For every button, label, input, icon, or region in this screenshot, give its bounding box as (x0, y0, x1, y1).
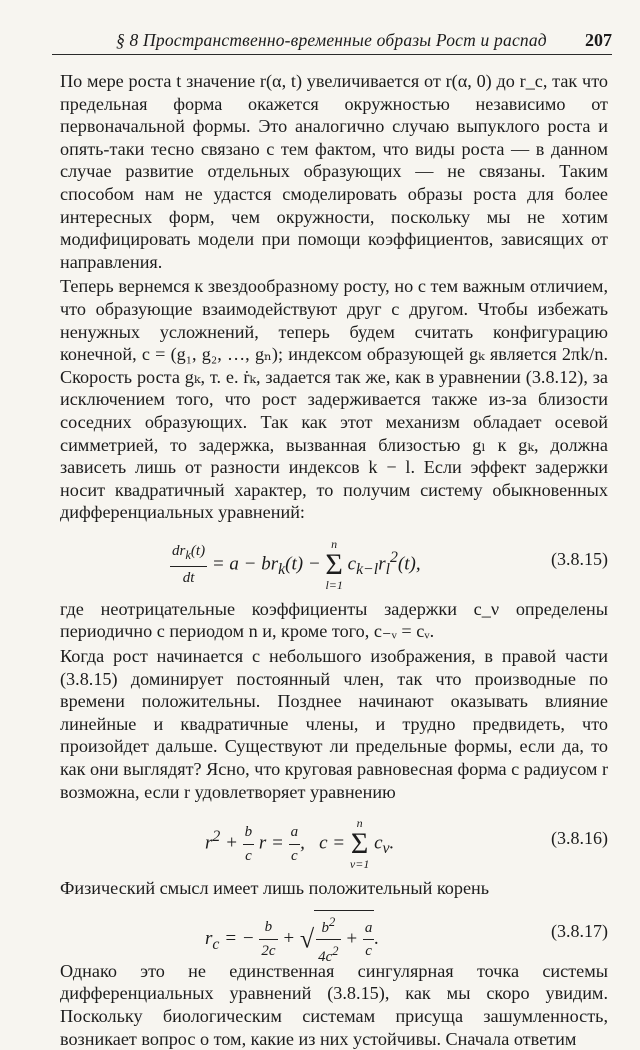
equation-3-8-15 (60, 526, 608, 596)
paragraph-4: Когда рост начинается с небольшого изображения, в правой части (3.8.15) доминирует постоянный член, так что производные по времени положительны. Позднее начинают оказывать влияние линейные и квадратичные члены, и трудно предвидеть, что произойдет дальше. Существуют ли предельные формы, если да, то как они выглядят? Ясно, что круговая равновесная форма с радиусом r возможна, если r удовлетворяет уравнению (60, 646, 608, 802)
equation-3-8-16 (60, 805, 608, 875)
equation-3-8-17-expression: $r_c$ = − $\frac{b}{2c}$ + √ $\frac{b^2}{4c^2}$ + $\frac{a}{c}$ . (205, 910, 379, 969)
page-header (52, 28, 612, 55)
equation-3-8-16-number: (3.8.16) (551, 828, 608, 849)
paragraph-6: Однако это не единственная сингулярная точка системы дифференциальных уравнений (3.8.15), как мы скоро увидим. Поскольку биологическим системам присуща зашумленность, возникает вопрос о том, какие из них устойчивы. Сначала ответим (60, 960, 608, 1049)
equation-3-8-17 (60, 902, 608, 966)
page-number: 207 (585, 30, 612, 50)
body-text (60, 70, 608, 1050)
paragraph-2: Теперь вернемся к звездообразному росту, но с тем важным отличием, что образующие взаимодействуют друг с другом. Чтобы избежать ненужных усложнений, теперь будем считать конфигурацию конечной, c = (g₁, g₂, …, gₙ); индексом образующей gₖ является 2πk/n. Скорость роста gₖ, т. е. ṙₖ, задается так же, как в уравнении (3.8.12), за исключением того, что рост задерживается также из-за близости соседних образующих. Так как этот механизм обладает осевой симметрией, то задержка, вызванная близостью gₗ к gₖ, должна зависеть лишь от разности индексов k − l. Если эффект задержки носит квадратичный характер, то получим систему обыкновенных дифференциальных уравнений: (60, 276, 608, 523)
equation-3-8-15-number: (3.8.15) (551, 548, 608, 569)
paragraph-5: Физический смысл имеет лишь положительный корень (60, 878, 490, 899)
equation-3-8-16-expression: $r^2$ + $\frac{b}{c}$ r = $\frac{a}{c}$ , c = n Σ ν=1 $c_\nu$. (205, 816, 395, 872)
equation-3-8-17-number: (3.8.17) (551, 920, 608, 941)
running-title: § 8 Пространственно-временные образы Рост и распад (116, 30, 547, 50)
equation-3-8-15-expression: $\frac{dr_k(t)}{dt}$ = $a - br_k(t) - n$ Σ l=1 $c_{k-l}r_l^2(t)$, (172, 536, 421, 592)
paragraph-1: По мере роста t значение r(α, t) увеличивается от r(α, 0) до r_c, так что предельная форма окажется окружностью независимо от первоначальной формы. Это аналогично случаю выпуклого роста и опять-таки тесно связано с тем фактом, что виды роста — в данном случае развитие отдельных образующих — не связаны. Таким способом нам не удастся смоделировать образы роста для более интересных форм, чем окружности, поскольку мы не хотим модифицировать модели при помощи коэффициентов, зависящих от направления. (60, 71, 608, 272)
paragraph-3: где неотрицательные коэффициенты задержки c_ν определены периодично с периодом n и, кроме того, c₋ᵥ = cᵥ. (60, 598, 608, 642)
